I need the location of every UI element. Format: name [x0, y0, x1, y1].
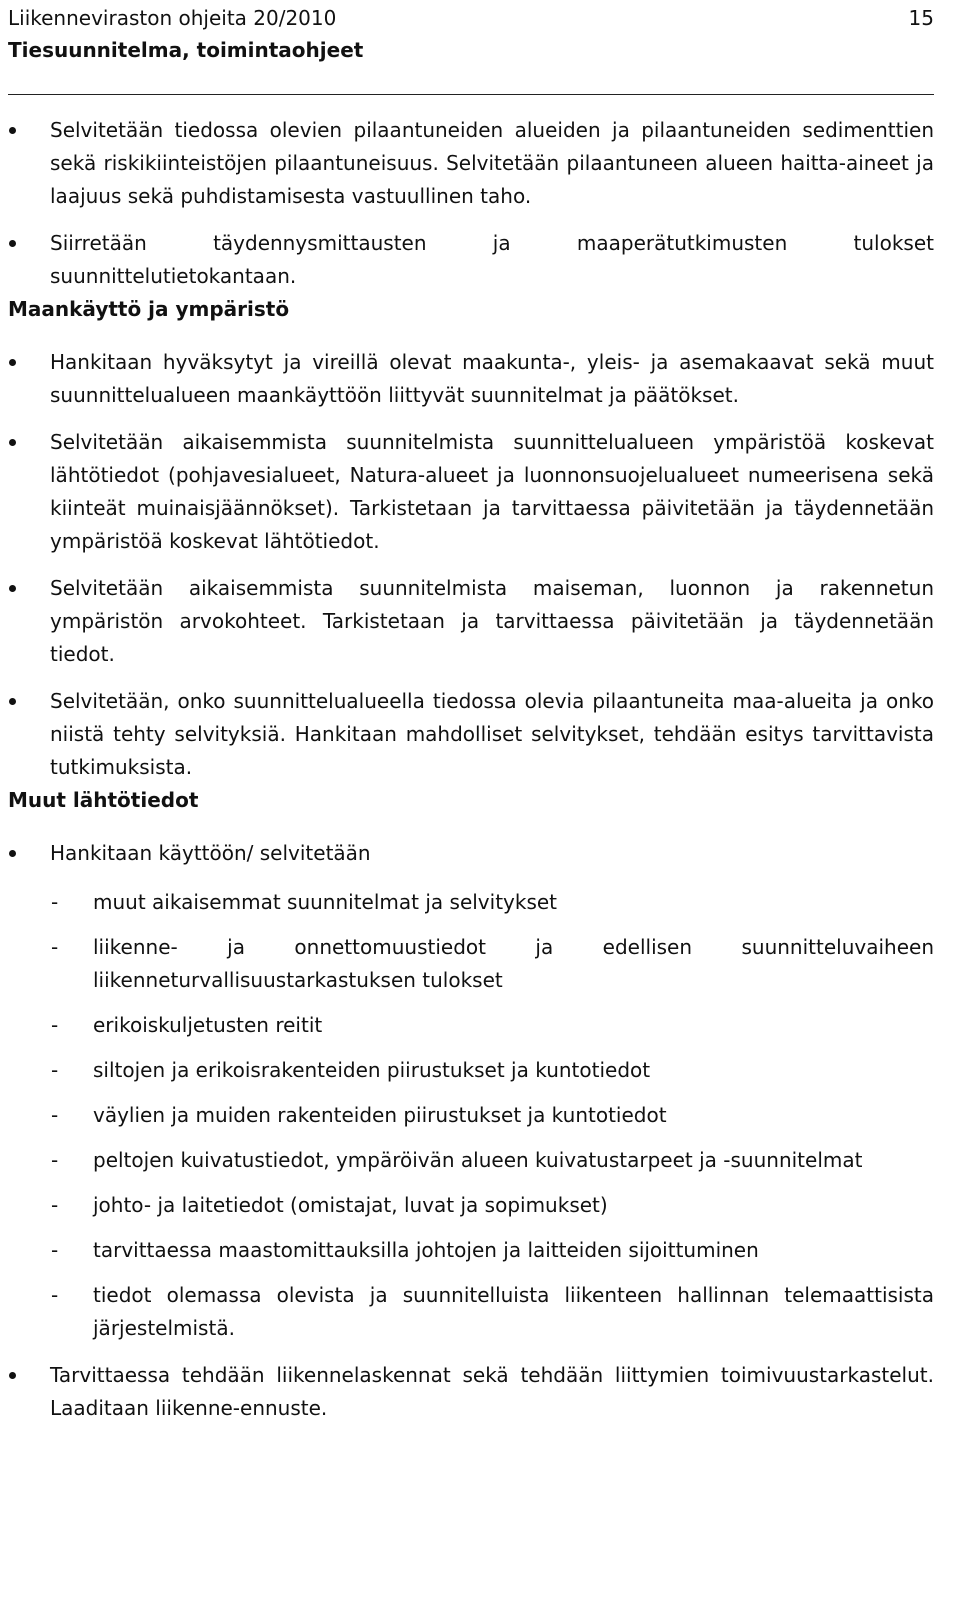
dash-sublist	[50, 886, 934, 1345]
intro-bullet-list	[8, 114, 934, 293]
list-item: Selvitetään tiedossa olevien pilaantuneiden alueiden ja pilaantuneiden sedimenttien sekä riskikiinteistöjen pilaantuneisuus. Selvitetään pilaantuneen alueen haitta-aineet ja laajuus sekä puhdistamisesta vastuullinen taho.	[8, 114, 934, 213]
list-item: Selvitetään aikaisemmista suunnitelmista maiseman, luonnon ja rakennetun ympäristön arvokohteet. Tarkistetaan ja tarvittaessa päivitetään ja täydennetään tiedot.	[8, 572, 934, 671]
sublist-item: - erikoiskuljetusten reitit	[50, 1009, 934, 1042]
list-item: Tarvittaessa tehdään liikennelaskennat sekä tehdään liittymien toimivuustarkastelut. Laaditaan liikenne-ennuste.	[8, 1359, 934, 1425]
sublist-item: - peltojen kuivatustiedot, ympäröivän alueen kuivatustarpeet ja -suunnitelmat	[50, 1144, 934, 1177]
list-item: Selvitetään, onko suunnittelualueella tiedossa olevia pilaantuneita maa-alueita ja onko niistä tehty selvityksiä. Hankitaan mahdolliset selvitykset, tehdään esitys tarvittavista tutkimuksista.	[8, 685, 934, 784]
sublist-item: - johto- ja laitetiedot (omistajat, luvat ja sopimukset)	[50, 1189, 934, 1222]
publication-series: Liikenneviraston ohjeita 20/2010	[8, 6, 337, 30]
list-item	[8, 837, 934, 1345]
list-item: Selvitetään aikaisemmista suunnitelmista suunnittelualueen ympäristöä koskevat lähtötiedot (pohjavesialueet, Natura-alueet ja luonnonsuojelualueet numeerisena sekä kiinteät muinaisjäännökset). Tarkistetaan ja tarvittaessa päivitetään ja täydennetään ympäristöä koskevat lähtötiedot.	[8, 426, 934, 558]
section-bullet-list	[8, 346, 934, 784]
sublist-item: - siltojen ja erikoisrakenteiden piirustukset ja kuntotiedot	[50, 1054, 934, 1087]
list-item-text: Hankitaan käyttöön/ selvitetään	[50, 841, 371, 865]
page-number: 15	[908, 6, 934, 30]
sublist-item: - liikenne- ja onnettomuustiedot ja edellisen suunnitteluvaiheen liikenneturvallisuustarkastuksen tulokset	[50, 931, 934, 997]
sublist-item: - muut aikaisemmat suunnitelmat ja selvitykset	[50, 886, 934, 919]
sublist-item: - tarvittaessa maastomittauksilla johtojen ja laitteiden sijoittuminen	[50, 1234, 934, 1267]
section-bullet-list	[8, 837, 934, 1425]
sublist-item: - väylien ja muiden rakenteiden piirustukset ja kuntotiedot	[50, 1099, 934, 1132]
section-heading: Maankäyttö ja ympäristö	[8, 297, 290, 321]
list-item: Siirretään täydennysmittausten ja maaperätutkimusten tulokset suunnittelutietokantaan.	[8, 227, 934, 293]
header-divider	[8, 94, 934, 95]
list-item: Hankitaan hyväksytyt ja vireillä olevat maakunta-, yleis- ja asemakaavat sekä muut suunnittelualueen maankäyttöön liittyvät suunnitelmat ja päätökset.	[8, 346, 934, 412]
section-heading: Muut lähtötiedot	[8, 788, 199, 812]
document-title: Tiesuunnitelma, toimintaohjeet	[8, 38, 364, 62]
page-content	[8, 114, 934, 1425]
sublist-item: - tiedot olemassa olevista ja suunnitelluista liikenteen hallinnan telemaattisista järjestelmistä.	[50, 1279, 934, 1345]
page-header	[8, 2, 934, 66]
